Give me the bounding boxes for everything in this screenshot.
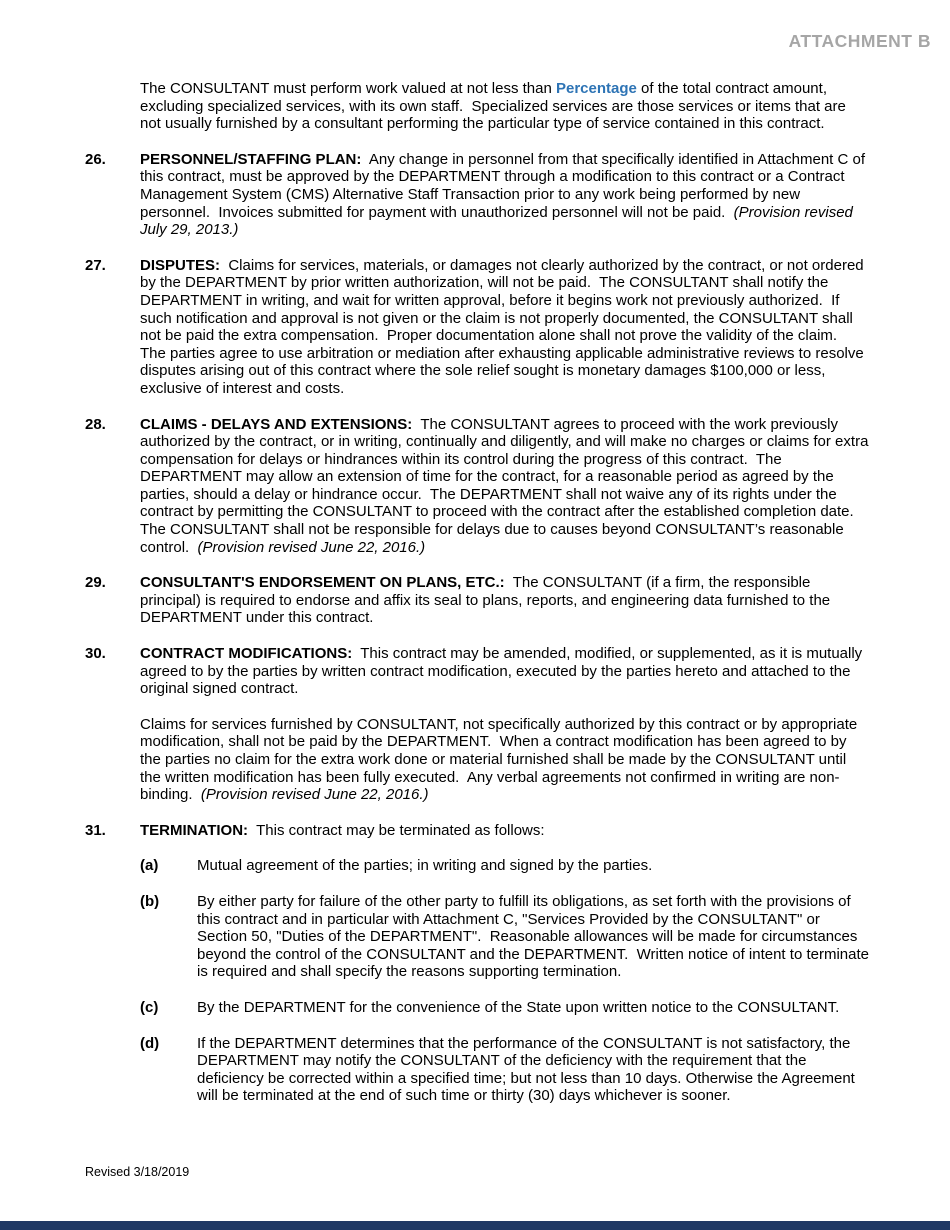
text-run: By the DEPARTMENT for the convenience of the State upon written notice to the CONSULTANT. — [197, 998, 840, 1016]
paragraph — [140, 645, 869, 698]
sub-clause-label: (c) — [140, 998, 159, 1016]
text-run: (Provision revised June 22, 2016.) — [200, 786, 429, 804]
sub-clause-label: (a) — [140, 857, 159, 875]
clause-item — [85, 257, 869, 416]
paragraph — [140, 574, 869, 627]
clause-body — [140, 257, 869, 416]
clause-item — [85, 415, 873, 575]
clause-body — [140, 821, 874, 1123]
sub-clause-text — [197, 857, 869, 875]
clause-body — [140, 645, 869, 822]
clause-body — [140, 574, 869, 645]
clause-number: 28. — [85, 415, 106, 433]
text-run: If the DEPARTMENT determines that the performance of the CONSULTANT is not satisfactory, the DEPARTMENT may notify the CONSULTANT of the deficiency with the requirement that the deficiency be corrected within a specified time; but not less than 10 days. Otherwise the Agreement will be terminated at the end of such time or thirty (30) days whichever is sooner. — [197, 1034, 860, 1105]
text-run: PERSONNEL/STAFFING PLAN: — [140, 150, 362, 168]
sub-clause-text — [197, 1035, 869, 1105]
clause-item — [85, 574, 869, 645]
text-run: CLAIMS - DELAYS AND EXTENSIONS: — [140, 415, 413, 433]
text-run: CONSULTANT'S ENDORSEMENT ON PLANS, ETC.: — [140, 574, 505, 592]
clause-number: 26. — [85, 150, 106, 168]
text-run: This contract may be terminated as follows: — [248, 821, 545, 839]
text-run: Mutual agreement of the parties; in writing and signed by the parties. — [197, 857, 653, 875]
sub-clause-label: (b) — [140, 892, 160, 910]
text-run: (Provision revised June 22, 2016.) — [197, 538, 426, 556]
clause-item — [85, 645, 869, 822]
text-run: CONTRACT MODIFICATIONS: — [140, 645, 353, 663]
sub-clause-text — [197, 892, 874, 981]
text-run: of the total contract amount, excluding specialized services, with its own staff. Specialized services are those services or items that are not usually furnished by a consultant performing the particular type of service contained in this contract. — [140, 80, 851, 133]
document-content — [85, 80, 874, 1123]
text-run: By either party for failure of the other party to fulfill its obligations, as set forth with the provisions of this contract and in particular with Attachment C, "Services Provided by the CONSULTANT" or Section 50, "Duties of the DEPARTMENT". Reasonable allowances will be made for circumstances beyond the control of the CONSULTANT and the DEPARTMENT. Written notice of intent to terminate is required and shall specify the reasons supporting termination. — [197, 892, 874, 981]
text-run: Claims for services furnished by CONSULTANT, not specifically authorized by this contract or by appropriate modification, shall not be paid by the DEPARTMENT. When a contract modification has been agreed to by the parties no claim for the extra work done or material furnished shall be made by the CONSULTANT until the written modification has been fully executed. Any verbal agreements not confirmed in writing are non-binding. — [140, 715, 862, 804]
clause-list — [85, 150, 874, 1123]
sub-clause — [140, 892, 874, 981]
text-run: Any change in personnel from that specifically identified in Attachment C of this contract, must be approved by the DEPARTMENT through a modification to this contract or a Contract Management System (CMS) Alternative Staff Transaction prior to any work being performed by new personnel. Invoices submitted for payment with unauthorized personnel will not be paid. — [140, 150, 870, 221]
intro-paragraph — [140, 80, 869, 133]
clause-body — [140, 415, 873, 575]
sub-clause — [140, 1035, 869, 1105]
text-run: The CONSULTANT must perform work valued at not less than — [140, 80, 556, 97]
clause-number: 30. — [85, 645, 106, 663]
clause-number: 27. — [85, 256, 106, 274]
revision-footer: Revised 3/18/2019 — [85, 1165, 190, 1180]
text-run: TERMINATION: — [140, 821, 249, 839]
text-run: The CONSULTANT (if a firm, the responsible principal) is required to endorse and affix its seal to plans, reports, and engineering data furnished to the DEPARTMENT under this contract. — [140, 574, 835, 627]
sub-clause — [140, 857, 869, 875]
paragraph — [140, 716, 869, 804]
text-run: This contract may be amended, modified, or supplemented, as it is mutually agreed to by the parties by written contract modification, executed by the parties hereto and attached to the original signed contract. — [140, 645, 867, 698]
clause-number: 29. — [85, 574, 106, 592]
paragraph — [140, 151, 869, 239]
clause-body — [140, 151, 869, 257]
clause-item — [85, 151, 869, 257]
clause-item — [85, 821, 874, 1123]
attachment-header: ATTACHMENT B — [788, 31, 931, 51]
text-run: Claims for services, materials, or damages not clearly authorized by the contract, or not ordered by the DEPARTMENT by prior written authorization, will not be paid. The CONSULTANT shall notify the DEPARTMENT in writing, and wait for written approval, before it begins work not previously authorized. If such notification and approval is not given or the claim is not properly documented, the CONSULTANT shall not be paid the extra compensation. Proper documentation alone shall not prove the validity of the claim. The parties agree to use arbitration or mediation after exhausting applicable administrative reviews to resolve disputes arising out of this contract where the sole relief sought is monetary damages $100,000 or less, exclusive of interest and costs. — [140, 256, 868, 397]
text-run: (Provision revised July 29, 2013.) — [140, 203, 858, 239]
sub-clause — [140, 999, 869, 1017]
paragraph — [140, 822, 869, 840]
paragraph — [140, 257, 869, 398]
clause-number: 31. — [85, 821, 106, 839]
text-run: The CONSULTANT agrees to proceed with the work previously authorized by the contract, or in writing, continually and diligently, and will make no charges or claims for extra compensation for delays or hindrances within its control during the progress of this contract. The DEPARTMENT may allow an extension of time for the contract, for a reasonable period as agreed by the parties, should a delay or hindrance occur. The DEPARTMENT shall not waive any of its rights under the contract by permitting the CONSULTANT to proceed with the contract after the established completion date. The CONSULTANT shall not be responsible for delays due to causes beyond CONSULTANT’s reasonable control. — [140, 415, 873, 556]
paragraph — [140, 415, 873, 557]
footer-accent-bar — [0, 1221, 950, 1230]
text-run: DISPUTES: — [140, 256, 221, 274]
sub-clause-text — [197, 999, 869, 1017]
percentage-placeholder: Percentage — [556, 80, 637, 97]
sub-clause-label: (d) — [140, 1034, 160, 1052]
